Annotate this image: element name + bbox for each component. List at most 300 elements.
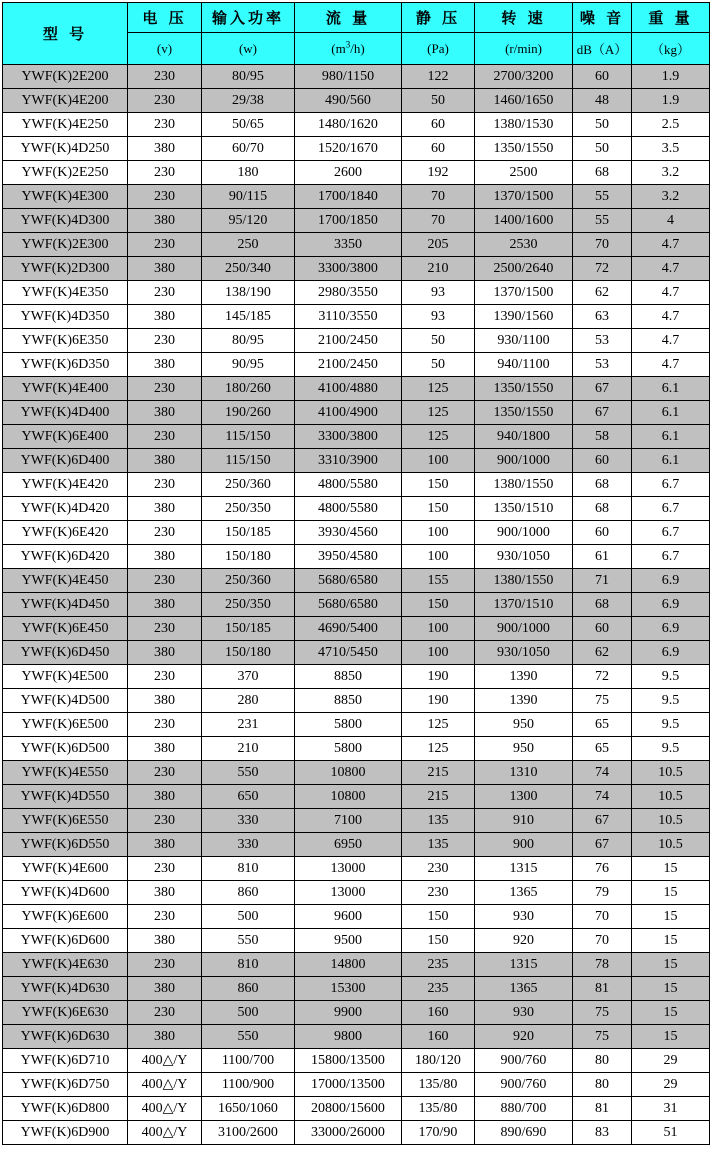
cell-static-pressure: 93 — [402, 305, 475, 329]
cell-model: YWF(K)6D750 — [3, 1073, 128, 1097]
cell-weight: 4.7 — [632, 257, 710, 281]
cell-model: YWF(K)4E250 — [3, 113, 128, 137]
cell-speed: 1370/1500 — [475, 185, 573, 209]
cell-model: YWF(K)6D500 — [3, 737, 128, 761]
cell-noise: 75 — [573, 1025, 632, 1049]
cell-model: YWF(K)6D420 — [3, 545, 128, 569]
header-noise: 噪 音 — [573, 3, 632, 33]
cell-speed: 1350/1550 — [475, 137, 573, 161]
table-row — [3, 761, 710, 785]
table-row — [3, 353, 710, 377]
table-row — [3, 1001, 710, 1025]
cell-static-pressure: 235 — [402, 953, 475, 977]
cell-voltage: 230 — [128, 617, 202, 641]
cell-input-power: 280 — [202, 689, 295, 713]
table-row — [3, 161, 710, 185]
cell-input-power: 60/70 — [202, 137, 295, 161]
cell-speed: 930/1050 — [475, 545, 573, 569]
cell-static-pressure: 125 — [402, 713, 475, 737]
cell-model: YWF(K)6E420 — [3, 521, 128, 545]
cell-speed: 920 — [475, 929, 573, 953]
cell-speed: 1350/1510 — [475, 497, 573, 521]
table-row — [3, 929, 710, 953]
cell-speed: 950 — [475, 737, 573, 761]
cell-model: YWF(K)4E600 — [3, 857, 128, 881]
cell-airflow: 5800 — [295, 737, 402, 761]
cell-airflow: 5680/6580 — [295, 593, 402, 617]
cell-airflow: 3930/4560 — [295, 521, 402, 545]
cell-voltage: 380 — [128, 641, 202, 665]
cell-weight: 9.5 — [632, 665, 710, 689]
cell-model: YWF(K)6E600 — [3, 905, 128, 929]
cell-model: YWF(K)4D550 — [3, 785, 128, 809]
cell-voltage: 400△/Y — [128, 1121, 202, 1145]
cell-speed: 1380/1530 — [475, 113, 573, 137]
cell-model: YWF(K)4E630 — [3, 953, 128, 977]
cell-model: YWF(K)4D250 — [3, 137, 128, 161]
cell-airflow: 3310/3900 — [295, 449, 402, 473]
cell-speed: 1400/1600 — [475, 209, 573, 233]
cell-airflow: 15300 — [295, 977, 402, 1001]
cell-voltage: 230 — [128, 1001, 202, 1025]
cell-input-power: 1650/1060 — [202, 1097, 295, 1121]
cell-voltage: 380 — [128, 449, 202, 473]
cell-model: YWF(K)4D420 — [3, 497, 128, 521]
cell-speed: 930/1050 — [475, 641, 573, 665]
cell-weight: 1.9 — [632, 65, 710, 89]
cell-weight: 4.7 — [632, 281, 710, 305]
cell-input-power: 250/350 — [202, 593, 295, 617]
cell-model: YWF(K)4D300 — [3, 209, 128, 233]
cell-weight: 15 — [632, 1001, 710, 1025]
cell-static-pressure: 150 — [402, 593, 475, 617]
cell-weight: 6.9 — [632, 569, 710, 593]
cell-input-power: 810 — [202, 953, 295, 977]
cell-model: YWF(K)4D630 — [3, 977, 128, 1001]
cell-noise: 72 — [573, 257, 632, 281]
cell-speed: 900 — [475, 833, 573, 857]
cell-airflow: 3950/4580 — [295, 545, 402, 569]
cell-static-pressure: 205 — [402, 233, 475, 257]
cell-model: YWF(K)2E300 — [3, 233, 128, 257]
cell-static-pressure: 50 — [402, 353, 475, 377]
cell-speed: 1315 — [475, 857, 573, 881]
cell-static-pressure: 192 — [402, 161, 475, 185]
cell-model: YWF(K)4E350 — [3, 281, 128, 305]
cell-model: YWF(K)4D600 — [3, 881, 128, 905]
cell-static-pressure: 125 — [402, 425, 475, 449]
cell-static-pressure: 125 — [402, 737, 475, 761]
table-row — [3, 1025, 710, 1049]
cell-input-power: 231 — [202, 713, 295, 737]
cell-noise: 61 — [573, 545, 632, 569]
cell-noise: 68 — [573, 161, 632, 185]
cell-airflow: 4690/5400 — [295, 617, 402, 641]
cell-voltage: 380 — [128, 833, 202, 857]
cell-input-power: 330 — [202, 809, 295, 833]
unit-static-pressure: (Pa) — [402, 33, 475, 65]
cell-voltage: 230 — [128, 953, 202, 977]
cell-input-power: 500 — [202, 905, 295, 929]
cell-speed: 1370/1500 — [475, 281, 573, 305]
cell-static-pressure: 235 — [402, 977, 475, 1001]
cell-weight: 10.5 — [632, 833, 710, 857]
table-row — [3, 425, 710, 449]
unit-input-power: (w) — [202, 33, 295, 65]
cell-noise: 50 — [573, 137, 632, 161]
table-row — [3, 1121, 710, 1145]
cell-voltage: 230 — [128, 65, 202, 89]
cell-input-power: 180/260 — [202, 377, 295, 401]
cell-input-power: 550 — [202, 1025, 295, 1049]
cell-static-pressure: 100 — [402, 449, 475, 473]
cell-noise: 74 — [573, 761, 632, 785]
cell-airflow: 490/560 — [295, 89, 402, 113]
cell-airflow: 5800 — [295, 713, 402, 737]
cell-weight: 6.9 — [632, 617, 710, 641]
table-row — [3, 545, 710, 569]
table-row — [3, 617, 710, 641]
cell-speed: 1380/1550 — [475, 473, 573, 497]
cell-voltage: 380 — [128, 1025, 202, 1049]
cell-weight: 6.1 — [632, 425, 710, 449]
cell-weight: 15 — [632, 881, 710, 905]
table-body — [3, 65, 710, 1145]
table-row — [3, 89, 710, 113]
cell-voltage: 230 — [128, 329, 202, 353]
cell-noise: 79 — [573, 881, 632, 905]
cell-voltage: 230 — [128, 377, 202, 401]
cell-voltage: 230 — [128, 665, 202, 689]
cell-voltage: 380 — [128, 593, 202, 617]
cell-static-pressure: 190 — [402, 665, 475, 689]
cell-input-power: 550 — [202, 761, 295, 785]
cell-weight: 9.5 — [632, 689, 710, 713]
cell-noise: 78 — [573, 953, 632, 977]
cell-model: YWF(K)6E500 — [3, 713, 128, 737]
cell-input-power: 29/38 — [202, 89, 295, 113]
cell-model: YWF(K)4D500 — [3, 689, 128, 713]
table-row — [3, 593, 710, 617]
cell-voltage: 400△/Y — [128, 1049, 202, 1073]
cell-airflow: 10800 — [295, 761, 402, 785]
cell-input-power: 145/185 — [202, 305, 295, 329]
cell-noise: 70 — [573, 233, 632, 257]
cell-input-power: 860 — [202, 977, 295, 1001]
cell-weight: 10.5 — [632, 761, 710, 785]
cell-voltage: 380 — [128, 737, 202, 761]
cell-voltage: 380 — [128, 137, 202, 161]
cell-speed: 900/760 — [475, 1049, 573, 1073]
cell-weight: 4 — [632, 209, 710, 233]
unit-airflow: $(m^3/h)$ — [295, 33, 402, 65]
cell-speed: 2500/2640 — [475, 257, 573, 281]
cell-input-power: 138/190 — [202, 281, 295, 305]
cell-model: YWF(K)2E250 — [3, 161, 128, 185]
cell-voltage: 380 — [128, 353, 202, 377]
cell-airflow: 13000 — [295, 881, 402, 905]
cell-weight: 6.7 — [632, 545, 710, 569]
cell-airflow: 980/1150 — [295, 65, 402, 89]
cell-speed: 2530 — [475, 233, 573, 257]
cell-weight: 4.7 — [632, 305, 710, 329]
cell-weight: 6.1 — [632, 449, 710, 473]
cell-airflow: 13000 — [295, 857, 402, 881]
cell-static-pressure: 230 — [402, 857, 475, 881]
cell-noise: 62 — [573, 281, 632, 305]
cell-input-power: 210 — [202, 737, 295, 761]
cell-model: YWF(K)6E450 — [3, 617, 128, 641]
cell-speed: 1300 — [475, 785, 573, 809]
header-name-row — [3, 3, 710, 33]
table-row — [3, 833, 710, 857]
cell-static-pressure: 180/120 — [402, 1049, 475, 1073]
cell-noise: 55 — [573, 209, 632, 233]
cell-model: YWF(K)4D450 — [3, 593, 128, 617]
cell-voltage: 380 — [128, 785, 202, 809]
cell-static-pressure: 215 — [402, 785, 475, 809]
cell-voltage: 400△/Y — [128, 1073, 202, 1097]
cell-airflow: 3300/3800 — [295, 425, 402, 449]
table-row — [3, 665, 710, 689]
table-row — [3, 449, 710, 473]
cell-static-pressure: 60 — [402, 113, 475, 137]
cell-input-power: 810 — [202, 857, 295, 881]
cell-static-pressure: 230 — [402, 881, 475, 905]
cell-weight: 6.7 — [632, 521, 710, 545]
cell-voltage: 230 — [128, 809, 202, 833]
cell-model: YWF(K)6E630 — [3, 1001, 128, 1025]
cell-input-power: 150/180 — [202, 545, 295, 569]
cell-airflow: 33000/26000 — [295, 1121, 402, 1145]
cell-noise: 60 — [573, 449, 632, 473]
cell-airflow: 8850 — [295, 689, 402, 713]
table-row — [3, 1073, 710, 1097]
cell-input-power: 150/185 — [202, 617, 295, 641]
cell-weight: 15 — [632, 857, 710, 881]
table-row — [3, 857, 710, 881]
cell-voltage: 230 — [128, 569, 202, 593]
cell-model: YWF(K)4E200 — [3, 89, 128, 113]
cell-static-pressure: 210 — [402, 257, 475, 281]
cell-input-power: 250/340 — [202, 257, 295, 281]
cell-model: YWF(K)6D450 — [3, 641, 128, 665]
cell-voltage: 230 — [128, 281, 202, 305]
cell-weight: 6.9 — [632, 641, 710, 665]
cell-static-pressure: 135/80 — [402, 1097, 475, 1121]
cell-model: YWF(K)6D550 — [3, 833, 128, 857]
cell-noise: 71 — [573, 569, 632, 593]
cell-speed: 1390/1560 — [475, 305, 573, 329]
cell-weight: 15 — [632, 905, 710, 929]
cell-noise: 68 — [573, 473, 632, 497]
cell-speed: 880/700 — [475, 1097, 573, 1121]
cell-voltage: 380 — [128, 977, 202, 1001]
cell-noise: 81 — [573, 977, 632, 1001]
cell-weight: 3.5 — [632, 137, 710, 161]
table-row — [3, 209, 710, 233]
cell-input-power: 250/350 — [202, 497, 295, 521]
cell-speed: 940/1100 — [475, 353, 573, 377]
cell-input-power: 250/360 — [202, 473, 295, 497]
cell-static-pressure: 135 — [402, 809, 475, 833]
cell-model: YWF(K)2D300 — [3, 257, 128, 281]
header-weight: 重 量 — [632, 3, 710, 33]
unit-speed: (r/min) — [475, 33, 573, 65]
cell-noise: 70 — [573, 929, 632, 953]
cell-voltage: 380 — [128, 305, 202, 329]
cell-noise: 67 — [573, 401, 632, 425]
cell-weight: 4.7 — [632, 329, 710, 353]
cell-speed: 930/1100 — [475, 329, 573, 353]
cell-noise: 80 — [573, 1049, 632, 1073]
table-header — [3, 3, 710, 65]
cell-model: YWF(K)4D400 — [3, 401, 128, 425]
cell-noise: 60 — [573, 521, 632, 545]
cell-noise: 55 — [573, 185, 632, 209]
cell-voltage: 230 — [128, 713, 202, 737]
cell-airflow: 2600 — [295, 161, 402, 185]
cell-input-power: 180 — [202, 161, 295, 185]
cell-noise: 53 — [573, 353, 632, 377]
cell-voltage: 380 — [128, 689, 202, 713]
cell-weight: 15 — [632, 977, 710, 1001]
header-static-pressure: 静 压 — [402, 3, 475, 33]
cell-airflow: 3110/3550 — [295, 305, 402, 329]
cell-input-power: 3100/2600 — [202, 1121, 295, 1145]
cell-voltage: 230 — [128, 233, 202, 257]
cell-weight: 51 — [632, 1121, 710, 1145]
cell-model: YWF(K)6D710 — [3, 1049, 128, 1073]
cell-input-power: 80/95 — [202, 65, 295, 89]
cell-airflow: 6950 — [295, 833, 402, 857]
cell-weight: 10.5 — [632, 785, 710, 809]
cell-weight: 6.7 — [632, 473, 710, 497]
cell-airflow: 4710/5450 — [295, 641, 402, 665]
cell-noise: 60 — [573, 617, 632, 641]
cell-airflow: 1520/1670 — [295, 137, 402, 161]
cell-input-power: 250 — [202, 233, 295, 257]
cell-static-pressure: 155 — [402, 569, 475, 593]
cell-speed: 890/690 — [475, 1121, 573, 1145]
table-row — [3, 641, 710, 665]
cell-speed: 1315 — [475, 953, 573, 977]
cell-airflow: 9500 — [295, 929, 402, 953]
cell-airflow: 2980/3550 — [295, 281, 402, 305]
cell-input-power: 250/360 — [202, 569, 295, 593]
cell-input-power: 115/150 — [202, 449, 295, 473]
cell-voltage: 230 — [128, 761, 202, 785]
cell-airflow: 1700/1840 — [295, 185, 402, 209]
cell-speed: 2700/3200 — [475, 65, 573, 89]
table-row — [3, 809, 710, 833]
cell-noise: 48 — [573, 89, 632, 113]
cell-noise: 53 — [573, 329, 632, 353]
cell-voltage: 230 — [128, 857, 202, 881]
cell-speed: 940/1800 — [475, 425, 573, 449]
cell-airflow: 4100/4880 — [295, 377, 402, 401]
cell-airflow: 1480/1620 — [295, 113, 402, 137]
cell-model: YWF(K)6E550 — [3, 809, 128, 833]
cell-input-power: 550 — [202, 929, 295, 953]
cell-model: YWF(K)2E200 — [3, 65, 128, 89]
cell-speed: 1460/1650 — [475, 89, 573, 113]
cell-input-power: 115/150 — [202, 425, 295, 449]
cell-voltage: 230 — [128, 161, 202, 185]
cell-static-pressure: 160 — [402, 1001, 475, 1025]
cell-airflow: 15800/13500 — [295, 1049, 402, 1073]
table-row — [3, 1049, 710, 1073]
cell-model: YWF(K)6D630 — [3, 1025, 128, 1049]
table-row — [3, 785, 710, 809]
cell-voltage: 230 — [128, 89, 202, 113]
cell-airflow: 3350 — [295, 233, 402, 257]
cell-static-pressure: 100 — [402, 617, 475, 641]
fan-spec-table — [2, 2, 710, 1145]
cell-airflow: 1700/1850 — [295, 209, 402, 233]
cell-airflow: 10800 — [295, 785, 402, 809]
cell-noise: 62 — [573, 641, 632, 665]
cell-static-pressure: 170/90 — [402, 1121, 475, 1145]
cell-airflow: 3300/3800 — [295, 257, 402, 281]
cell-airflow: 5680/6580 — [295, 569, 402, 593]
table-row — [3, 233, 710, 257]
cell-noise: 75 — [573, 1001, 632, 1025]
cell-noise: 75 — [573, 689, 632, 713]
cell-weight: 6.7 — [632, 497, 710, 521]
cell-weight: 29 — [632, 1049, 710, 1073]
cell-static-pressure: 50 — [402, 89, 475, 113]
cell-model: YWF(K)6D350 — [3, 353, 128, 377]
unit-noise: dB（A） — [573, 33, 632, 65]
table-row — [3, 713, 710, 737]
cell-speed: 910 — [475, 809, 573, 833]
cell-input-power: 860 — [202, 881, 295, 905]
cell-static-pressure: 122 — [402, 65, 475, 89]
cell-model: YWF(K)4E400 — [3, 377, 128, 401]
cell-voltage: 380 — [128, 257, 202, 281]
cell-speed: 1390 — [475, 689, 573, 713]
cell-static-pressure: 70 — [402, 209, 475, 233]
table-row — [3, 329, 710, 353]
table-row — [3, 377, 710, 401]
cell-noise: 81 — [573, 1097, 632, 1121]
cell-weight: 3.2 — [632, 161, 710, 185]
cell-voltage: 380 — [128, 401, 202, 425]
cell-voltage: 230 — [128, 185, 202, 209]
cell-weight: 29 — [632, 1073, 710, 1097]
table-row — [3, 689, 710, 713]
cell-speed: 900/1000 — [475, 617, 573, 641]
table-row — [3, 977, 710, 1001]
cell-weight: 4.7 — [632, 233, 710, 257]
table-row — [3, 473, 710, 497]
cell-input-power: 95/120 — [202, 209, 295, 233]
cell-static-pressure: 135/80 — [402, 1073, 475, 1097]
cell-noise: 63 — [573, 305, 632, 329]
header-airflow: 流 量 — [295, 3, 402, 33]
cell-noise: 83 — [573, 1121, 632, 1145]
cell-input-power: 650 — [202, 785, 295, 809]
cell-input-power: 50/65 — [202, 113, 295, 137]
cell-speed: 930 — [475, 1001, 573, 1025]
table-row — [3, 185, 710, 209]
cell-speed: 920 — [475, 1025, 573, 1049]
cell-airflow: 14800 — [295, 953, 402, 977]
table-row — [3, 257, 710, 281]
cell-airflow: 20800/15600 — [295, 1097, 402, 1121]
cell-noise: 67 — [573, 377, 632, 401]
